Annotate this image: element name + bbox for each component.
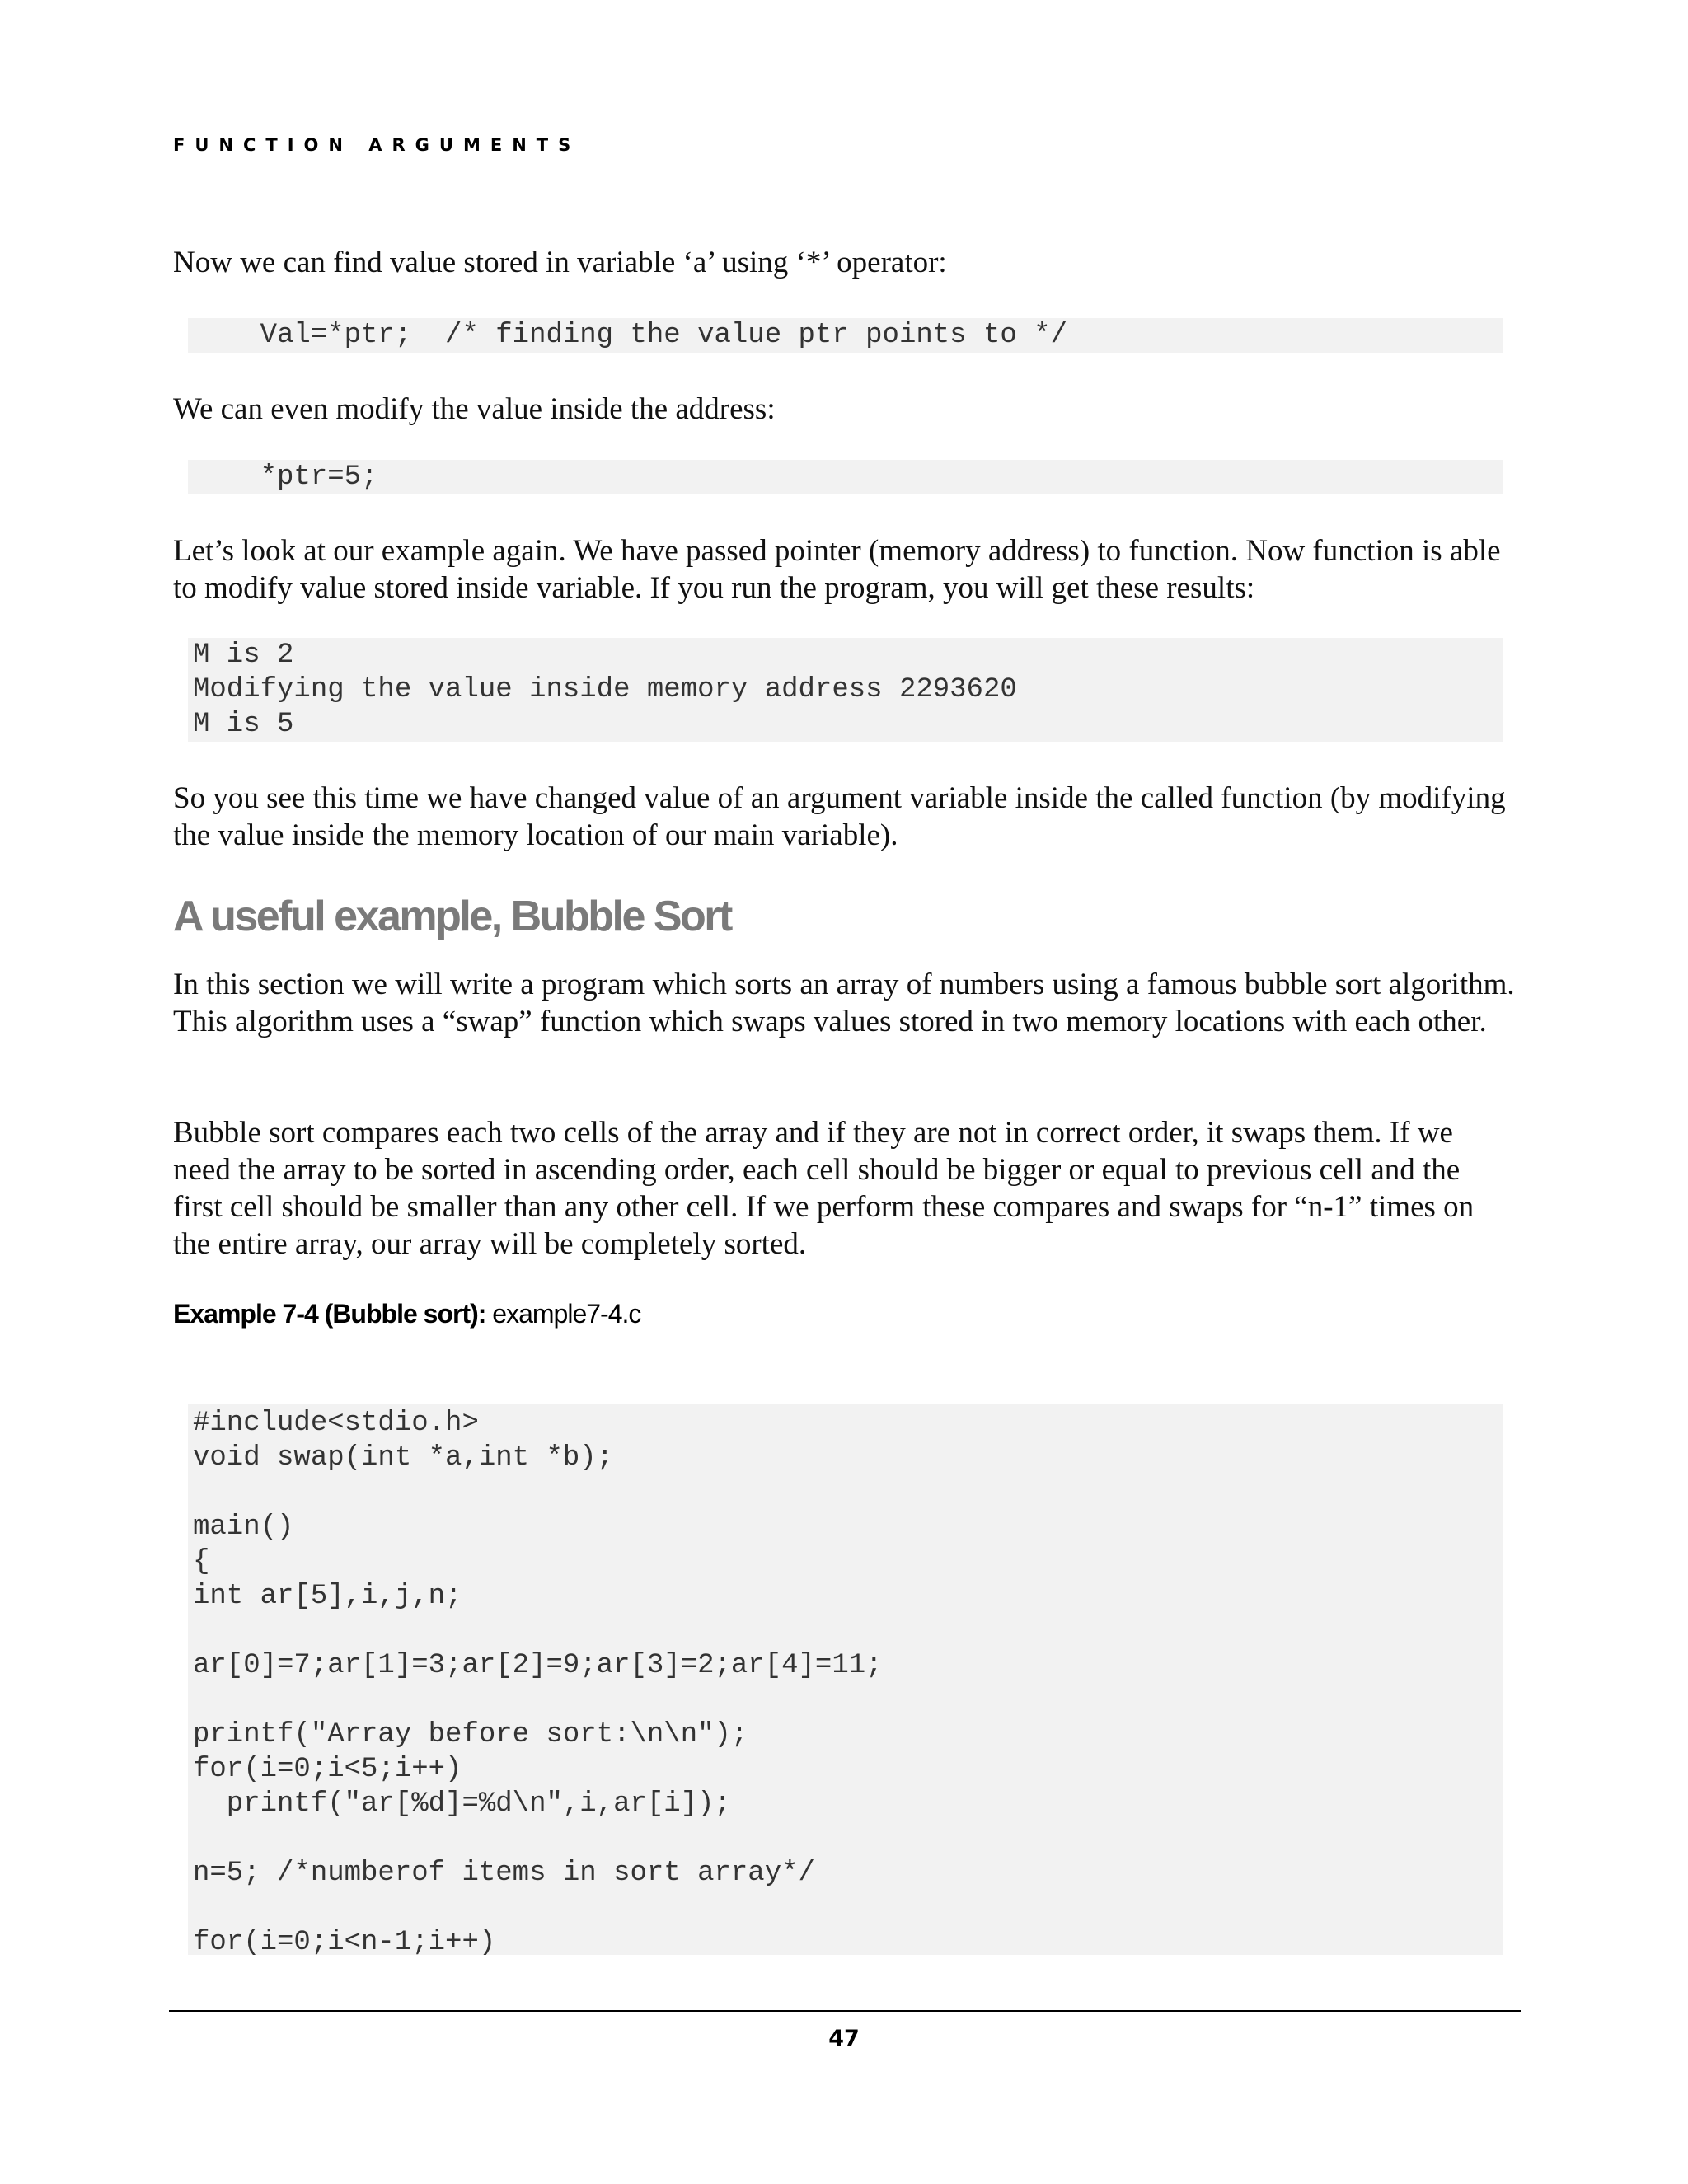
code-line	[193, 1821, 1503, 1856]
code-line	[193, 1683, 1503, 1718]
paragraph-example-again: Let’s look at our example again. We have passed pointer (memory address) to function. Now function is able to modify value stored inside variable. If you run the program, you will get these results:	[173, 534, 1501, 605]
page-number: 47	[828, 2026, 860, 2051]
code-block-results	[188, 638, 1503, 742]
code-block-bubble-sort	[188, 1404, 1503, 1958]
running-head: FUNCTION ARGUMENTS	[173, 135, 581, 155]
code-block-val-ptr	[188, 318, 1503, 353]
example-filename: example7-4.c	[485, 1299, 641, 1329]
code-line: Val=*ptr; /* finding the value ptr points to */	[193, 320, 1067, 351]
code-line: *ptr=5;	[193, 462, 378, 493]
example-label: Example 7-4 (Bubble sort):	[173, 1299, 486, 1329]
code-line: for(i=0;i<n-1;i++)	[193, 1927, 496, 1958]
code-block-ptr-assign	[188, 460, 1503, 494]
example-caption	[173, 1299, 640, 1329]
code-line: for(i=0;i<5;i++)	[193, 1754, 462, 1785]
code-line	[193, 1475, 1503, 1510]
code-line	[193, 1891, 1503, 1925]
code-line: int ar[5],i,j,n;	[193, 1581, 462, 1612]
code-line: M is 5	[193, 709, 294, 740]
code-line: ar[0]=7;ar[1]=3;ar[2]=9;ar[3]=2;ar[4]=11;	[193, 1650, 883, 1681]
section-title: A useful example, Bubble Sort	[173, 893, 731, 940]
code-line: #include<stdio.h>	[193, 1408, 479, 1439]
code-line: {	[193, 1546, 210, 1577]
paragraph-bubble-explain: Bubble sort compares each two cells of the array and if they are not in correct order, it swaps them. If we need the array to be sorted in ascending order, each cell should be bigger or equal to previous cell and the first cell should be smaller than any other cell. If we perform these compares and swaps for “n-1” times on the entire array, our array will be completely sorted.	[173, 1116, 1475, 1261]
paragraph-find-value: Now we can find value stored in variable ‘a’ using ‘*’ operator:	[173, 246, 947, 279]
code-line: main()	[193, 1511, 294, 1543]
code-line: printf("Array before sort:\n\n");	[193, 1719, 748, 1750]
code-line	[193, 1614, 1503, 1648]
code-line: n=5; /*numberof items in sort array*/	[193, 1858, 815, 1889]
code-line: void swap(int *a,int *b);	[193, 1442, 614, 1474]
code-line: Modifying the value inside memory address 2293620	[193, 674, 1017, 705]
code-line: printf("ar[%d]=%d\n",i,ar[i]);	[193, 1788, 731, 1820]
footer-divider	[169, 2010, 1521, 2012]
paragraph-bubble-intro: In this section we will write a program which sorts an array of numbers using a famous bubble sort algorithm. This algorithm uses a “swap” function which swaps values stored in two memory locations with each other.	[173, 968, 1515, 1038]
paragraph-changed-value: So you see this time we have changed value of an argument variable inside the called function (by modifying the value inside the memory location of our main variable).	[173, 781, 1506, 852]
paragraph-modify-value: We can even modify the value inside the address:	[173, 392, 776, 426]
code-line: M is 2	[193, 640, 294, 671]
